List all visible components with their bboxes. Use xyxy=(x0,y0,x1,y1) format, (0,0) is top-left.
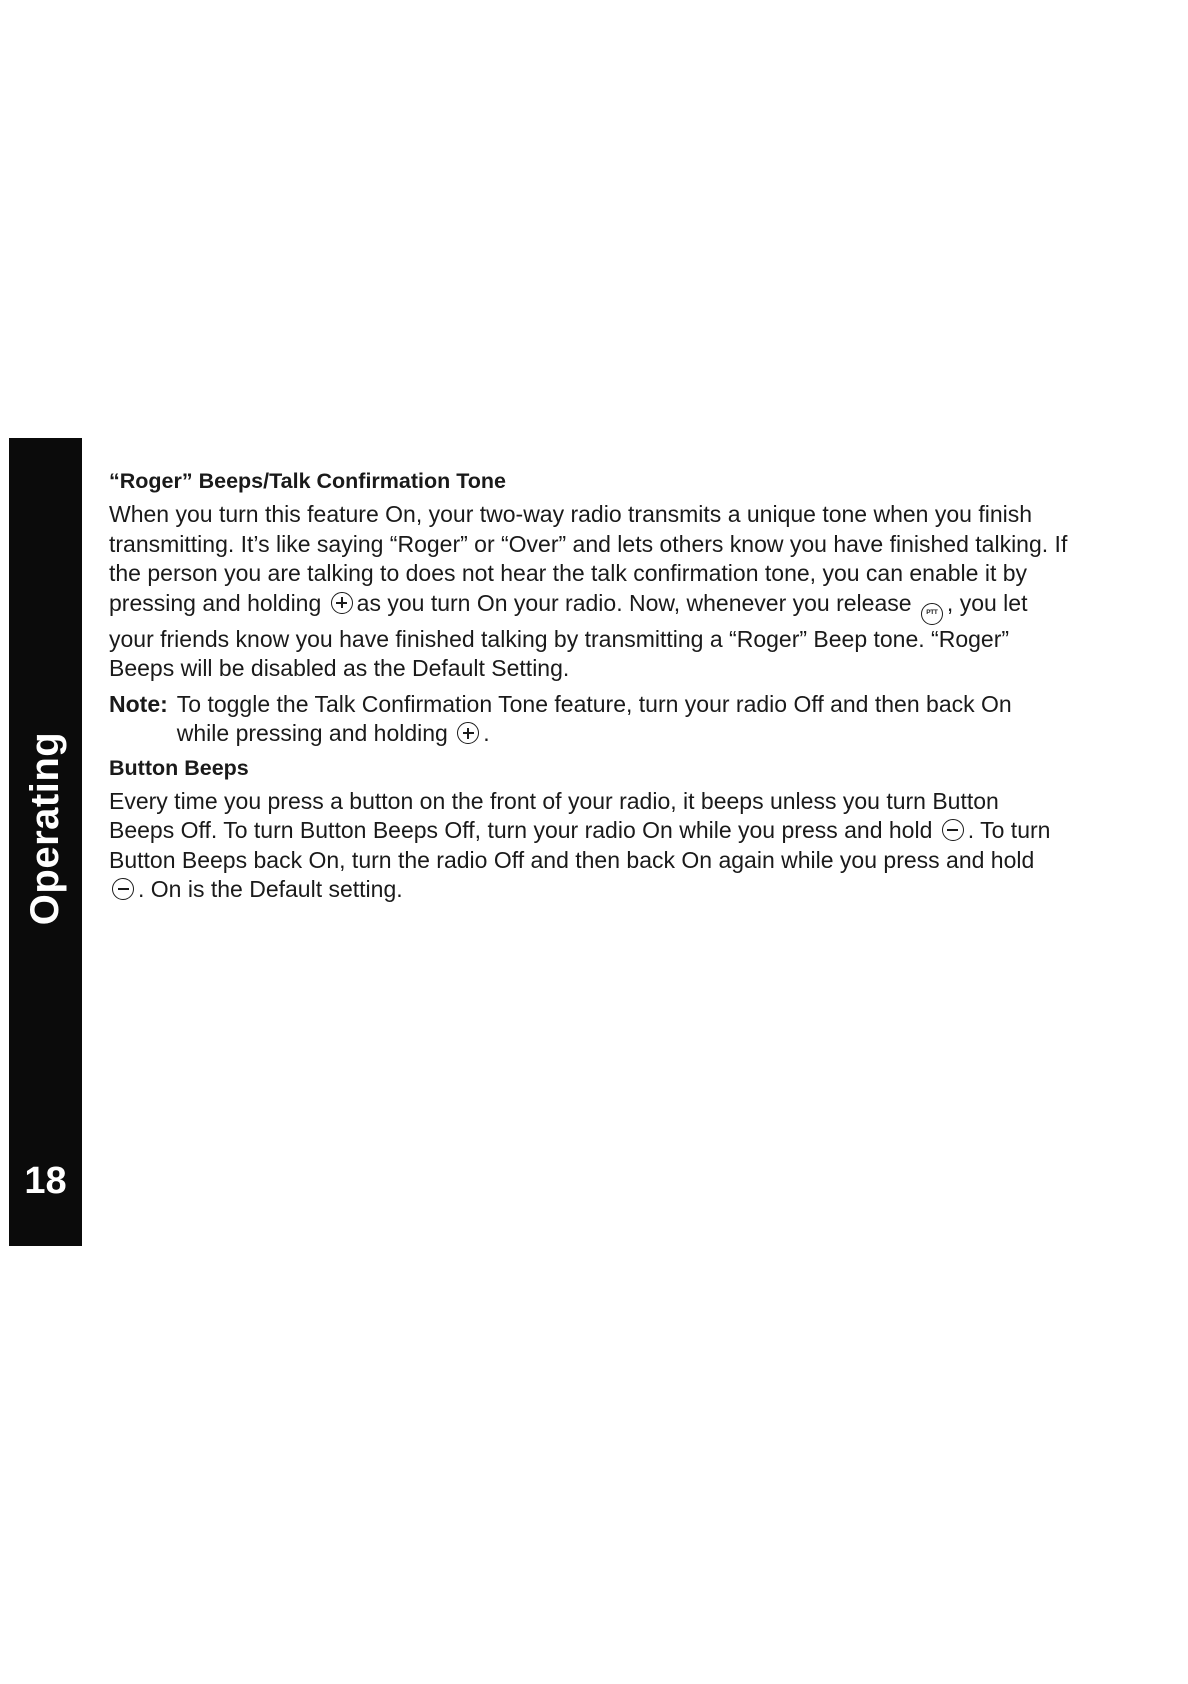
roger-beeps-heading: “Roger” Beeps/Talk Confirmation Tone xyxy=(109,469,506,493)
minus-button-icon xyxy=(942,819,964,841)
page-content xyxy=(109,468,1069,905)
note-label: Note: xyxy=(109,690,168,717)
button-beeps-text-2: . To turn Button Beeps back On, turn the radio Off and then back On again while you press and hold xyxy=(109,817,1051,873)
button-beeps-text-1: Every time you press a button on the front of your radio, it beeps unless you turn Button Beeps Off. To turn Button Beeps Off, turn your radio On while you press and hold xyxy=(109,787,999,843)
note xyxy=(109,690,1069,749)
roger-beeps-text-1: When you turn this feature On, your two-way radio transmits a unique tone when you finish transmitting. It’s like saying “Roger” or “Over” and lets others know you have finished talking. If the person you are talking to does not hear the talk confirmation tone, you can enable it by pressing and holding xyxy=(109,501,1068,616)
note-end: . xyxy=(483,720,490,746)
note-text-block xyxy=(177,690,1069,749)
page-number: 18 xyxy=(24,1160,67,1202)
plus-button-icon xyxy=(457,722,479,744)
section-title: Operating xyxy=(23,731,67,925)
note-text: To toggle the Talk Confirmation Tone feature, turn your radio Off and then back On while pressing and holding xyxy=(176,690,1012,746)
minus-button-icon xyxy=(112,878,134,900)
button-beeps-text-3: . On is the Default setting. xyxy=(138,876,403,902)
button-beeps-paragraph xyxy=(109,787,1069,905)
button-beeps-heading: Button Beeps xyxy=(109,755,249,780)
ptt-button-icon: PTT xyxy=(921,603,943,625)
section-tab xyxy=(9,438,82,1246)
roger-beeps-paragraph xyxy=(109,500,1069,684)
roger-beeps-text-3: , you let your friends know you have finished talking by transmitting a “Roger” Beep tone. “Roger” Beeps will be disabled as the Default Setting. xyxy=(109,589,1028,681)
roger-beeps-text-2: as you turn On your radio. Now, whenever you release xyxy=(356,589,912,616)
plus-button-icon xyxy=(331,592,353,614)
